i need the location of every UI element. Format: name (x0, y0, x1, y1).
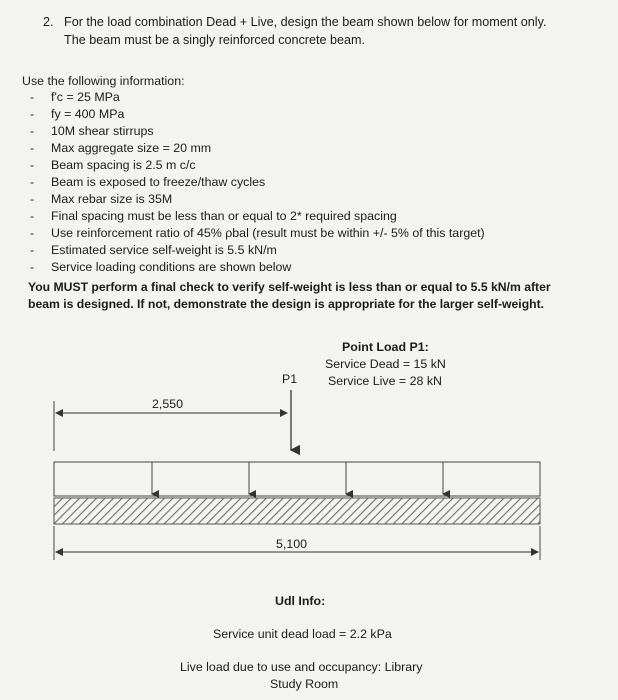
udl-title: Udl Info: (275, 594, 326, 608)
info-list: - f'c = 25 MPa - fy = 400 MPa - 10M shear stirrups - Max aggregate size = 20 mm - Beam spacing is 2.5 m c/c - Beam is exposed to freeze/thaw cycles - Max rebar size is 35M - Final spacing must be less than or equal to 2* required spacing - Use reinforcement ratio of 45% ρbal (result must be within +/- 5% of this target) - Estimated service self-weight is 5.5 kN/m - Service loading conditions are shown below (30, 90, 485, 274)
service-live-label: Service Live = 28 kN (328, 374, 442, 388)
note-line-2: beam is designed. If not, demonstrate the design is appropriate for the larger self-weight. (28, 297, 545, 311)
service-dead-label: Service Dead = 15 kN (325, 357, 446, 371)
dimension-total-label: 5,100 (276, 537, 308, 551)
udl-live-load-line-2: Study Room (270, 677, 339, 691)
info-heading: Use the following information: (22, 74, 185, 88)
udl-dead-load: Service unit dead load = 2.2 kPa (213, 627, 392, 641)
dimension-left (54, 401, 287, 451)
p1-label: P1 (282, 372, 298, 386)
dimension-left-label: 2,550 (152, 397, 184, 411)
beam (54, 498, 540, 524)
question-line-2: The beam must be a singly reinforced concrete beam. (64, 33, 366, 47)
udl-live-load-line-1: Live load due to use and occupancy: Library (180, 660, 423, 674)
question-line-1: For the load combination Dead + Live, design the beam shown below for moment only. (64, 15, 547, 29)
note-line-1: You MUST perform a final check to verify self-weight is less than or equal to 5.5 kN/m after (28, 280, 551, 294)
question-number: 2. (43, 15, 54, 29)
udl-box (54, 462, 540, 496)
dimension-total (54, 526, 540, 560)
point-load-title: Point Load P1: (342, 340, 429, 354)
